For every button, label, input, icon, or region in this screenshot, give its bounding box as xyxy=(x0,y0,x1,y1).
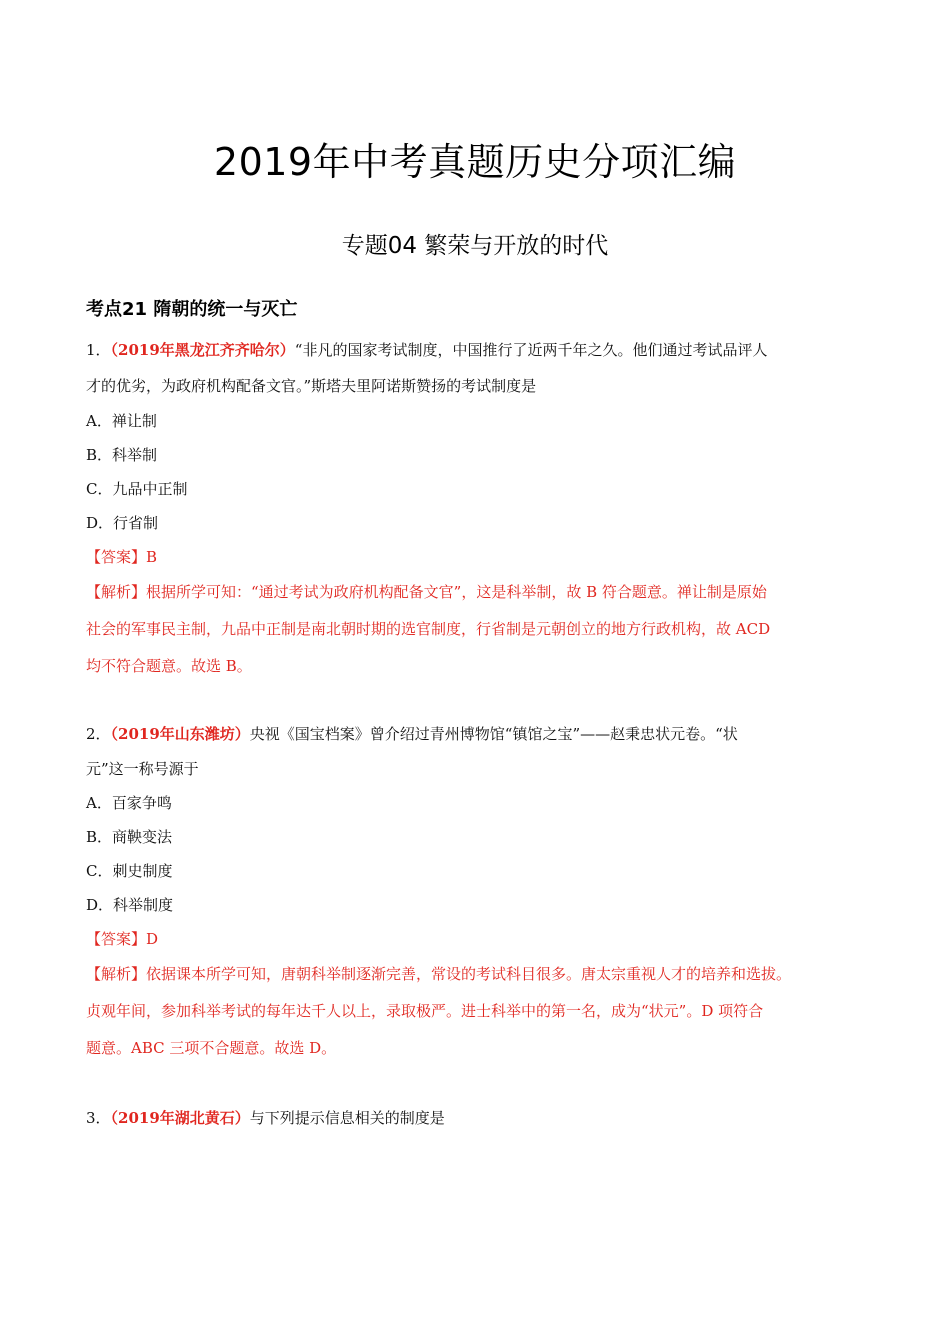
answer xyxy=(86,540,866,574)
explanation-text: 依据课本所学可知，唐朝科举制逐渐完善，常设的考试科目很多。唐太宗重视人才的培养和选拔。 xyxy=(146,965,792,983)
explanation-cont: 社会的军事民主制，九品中正制是南北朝时期的选官制度，行省制是元朝创立的地方行政机构，故 ACD xyxy=(86,620,771,638)
explanation-cont: 均不符合题意。故选 B。 xyxy=(86,657,252,675)
question-2-stem-cont: 元”这一称号源于 xyxy=(86,760,199,778)
question-source: （2019年黑龙江齐齐哈尔） xyxy=(110,341,295,359)
answer-value: B xyxy=(146,548,158,566)
question-1-stem xyxy=(86,332,866,368)
option-a: A．百家争鸣 xyxy=(86,794,172,812)
explanation-text: 根据所学可知：“通过考试为政府机构配备文官”，这是科举制，故 B 符合题意。禅让制是原始 xyxy=(146,583,767,601)
option-b: B．商鞅变法 xyxy=(86,828,173,846)
explanation-cont: 题意。ABC 三项不合题意。故选 D。 xyxy=(86,1039,337,1057)
question-3-stem xyxy=(86,1100,866,1136)
option-b: B．科举制 xyxy=(86,446,158,464)
explanation-tag: 【解析】 xyxy=(86,583,147,601)
option-c: C．九品中正制 xyxy=(86,480,188,498)
question-1-stem-cont: 才的优劣，为政府机构配备文官。”斯塔夫里阿诺斯赞扬的考试制度是 xyxy=(86,377,537,395)
option-c: C．刺史制度 xyxy=(86,862,173,880)
question-text: “非凡的国家考试制度，中国推行了近两千年之久。他们通过考试品评人 xyxy=(294,341,768,359)
question-text: 与下列提示信息相关的制度是 xyxy=(249,1109,445,1127)
question-1 xyxy=(86,332,866,685)
answer-value: D xyxy=(146,930,159,948)
option-a: A．禅让制 xyxy=(86,412,157,430)
question-2 xyxy=(86,716,866,1067)
section-heading: 考点21 隋朝的统一与灭亡 xyxy=(86,299,298,320)
question-number: 1． xyxy=(86,341,111,359)
answer-tag: 【答案】 xyxy=(86,548,147,566)
explanation xyxy=(86,574,866,611)
question-number: 2． xyxy=(86,725,111,743)
question-source: （2019年山东潍坊） xyxy=(110,725,250,743)
question-source: （2019年湖北黄石） xyxy=(110,1109,250,1127)
explanation-cont: 贞观年间，参加科举考试的每年达千人以上，录取极严。进士科举中的第一名，成为“状元”。D 项符合 xyxy=(86,1002,764,1020)
option-d: D．行省制 xyxy=(86,514,159,532)
answer-tag: 【答案】 xyxy=(86,930,147,948)
question-text: 央视《国宝档案》曾介绍过青州博物馆“镇馆之宝”——赵秉忠状元卷。“状 xyxy=(249,725,738,743)
explanation xyxy=(86,956,866,993)
answer xyxy=(86,922,866,956)
question-2-stem xyxy=(86,716,866,752)
document-subtitle: 专题04 繁荣与开放的时代 xyxy=(341,233,609,259)
option-d: D．科举制度 xyxy=(86,896,174,914)
question-3 xyxy=(86,1100,866,1136)
question-number: 3． xyxy=(86,1109,111,1127)
document-title: 2019年中考真题历史分项汇编 xyxy=(213,140,737,184)
explanation-tag: 【解析】 xyxy=(86,965,147,983)
